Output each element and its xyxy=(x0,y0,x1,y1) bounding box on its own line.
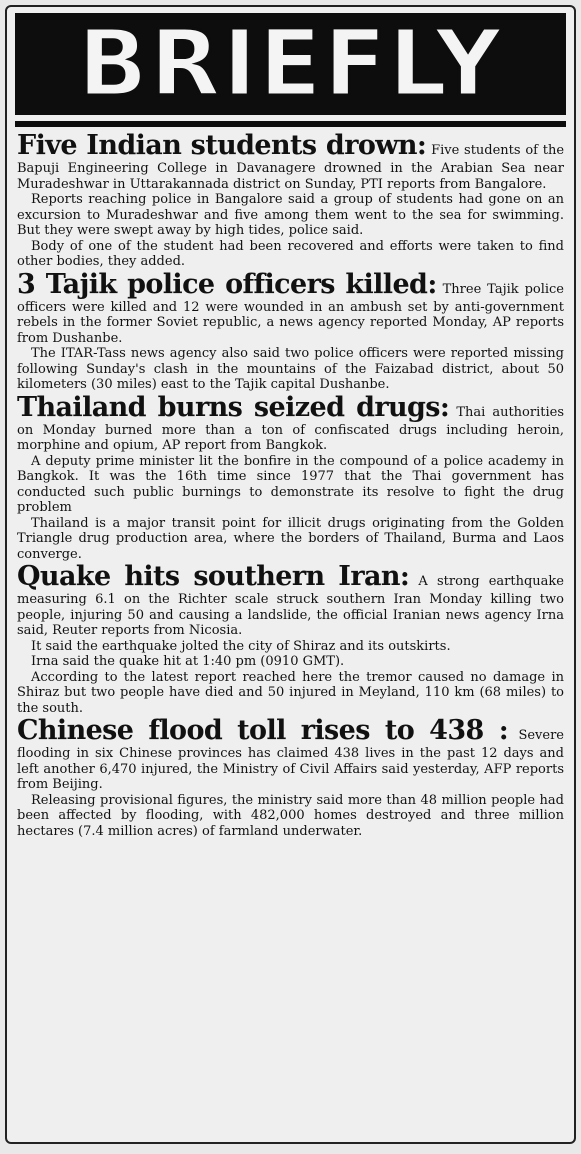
story-headline: Five Indian students drown: xyxy=(17,130,427,161)
story-paragraph: Reports reaching police in Bangalore said a group of students had gone on an excursion to Muradeshwar and five among them went to the sea for swimming. But they were swept away by high tides, police said. xyxy=(17,192,564,238)
story-lead-paragraph xyxy=(17,393,564,454)
news-brief xyxy=(17,716,564,839)
news-brief xyxy=(17,393,564,563)
story-paragraph: Thailand is a major transit point for illicit drugs originating from the Golden Triangle drug production area, where the borders of Thailand, Burma and Laos converge. xyxy=(17,515,564,562)
masthead-title: BRIEFLY xyxy=(77,10,504,117)
story-headline: 3 Tajik police officers killed: xyxy=(17,268,437,300)
news-brief xyxy=(17,131,564,270)
newspaper-clipping xyxy=(5,5,576,1144)
story-paragraph: Irna said the quake hit at 1:40 pm (0910 GMT). xyxy=(31,654,345,669)
story-lead-paragraph xyxy=(17,131,564,192)
story-paragraph: Body of one of the student had been recovered and efforts were taken to find other bodies, they added. xyxy=(17,238,564,269)
story-headline: Chinese flood toll rises to 438 : xyxy=(17,715,509,746)
story-paragraph: The ITAR-Tass news agency also said two police officers were reported missing following Sunday's clash in the mountains of the Faizabad district, about 50 kilometers (30 miles) east to the Tajik capital Dushanbe. xyxy=(17,346,564,392)
story-paragraph: It said the earthquake jolted the city of Shiraz and its outskirts. xyxy=(31,638,451,654)
story-paragraph: Releasing provisional figures, the ministry said more than 48 million people had been affected by flooding, with 482,000 homes destroyed and three million hectares (7.4 million acres) of farmland underwater. xyxy=(17,792,564,839)
story-lead-text: Five students of the Bapuji Engineering College in Davanagere drowned in the Arabian Sea near Muradeshwar in Uttarakannada district on Sunday, PTI reports from Bangalore. xyxy=(17,143,565,192)
story-headline: Thailand burns seized drugs: xyxy=(17,391,450,423)
story-lead-text: Thai authorities on Monday burned more than a ton of confiscated drugs including heroin, morphine and opium, AP report from Bangkok. xyxy=(17,404,564,453)
news-brief xyxy=(17,270,564,393)
story-headline: Quake hits southern Iran: xyxy=(17,561,410,592)
story-lead-text: Severe flooding in six Chinese provinces has claimed 438 lives in the past 12 days and left another 6,470 injured, the Ministry of Civil Affairs said yesterday, AFP reports from Beijing. xyxy=(17,728,564,792)
stories-column xyxy=(7,127,574,839)
story-lead-paragraph xyxy=(17,270,564,347)
story-lead-text: A strong earthquake measuring 6.1 on the Richter scale struck southern Iran Monday killing two people, injuring 50 and causing a landslide, the official Iranian news agency Irna said, Reuter reports from Nicosia. xyxy=(17,574,565,638)
masthead-banner xyxy=(15,10,566,117)
story-lead-paragraph xyxy=(17,716,564,793)
story-paragraph: A deputy prime minister lit the bonfire in the compound of a police academy in Bangkok. It was the 16th time since 1977 that the Thai government has conducted such public burnings to demonstrate its resolve to fight the drug problem xyxy=(17,453,564,515)
story-lead-text: Three Tajik police officers were killed and 12 were wounded in an ambush set by anti-government rebels in the former Soviet republic, a news agency reported Monday, AP reports from Dushanbe. xyxy=(17,281,565,346)
news-brief xyxy=(17,562,564,716)
story-paragraph: According to the latest report reached here the tremor caused no damage in Shiraz but two people have died and 50 injured in Meyland, 110 km (68 miles) to the south. xyxy=(17,669,564,716)
story-lead-paragraph xyxy=(17,562,564,639)
